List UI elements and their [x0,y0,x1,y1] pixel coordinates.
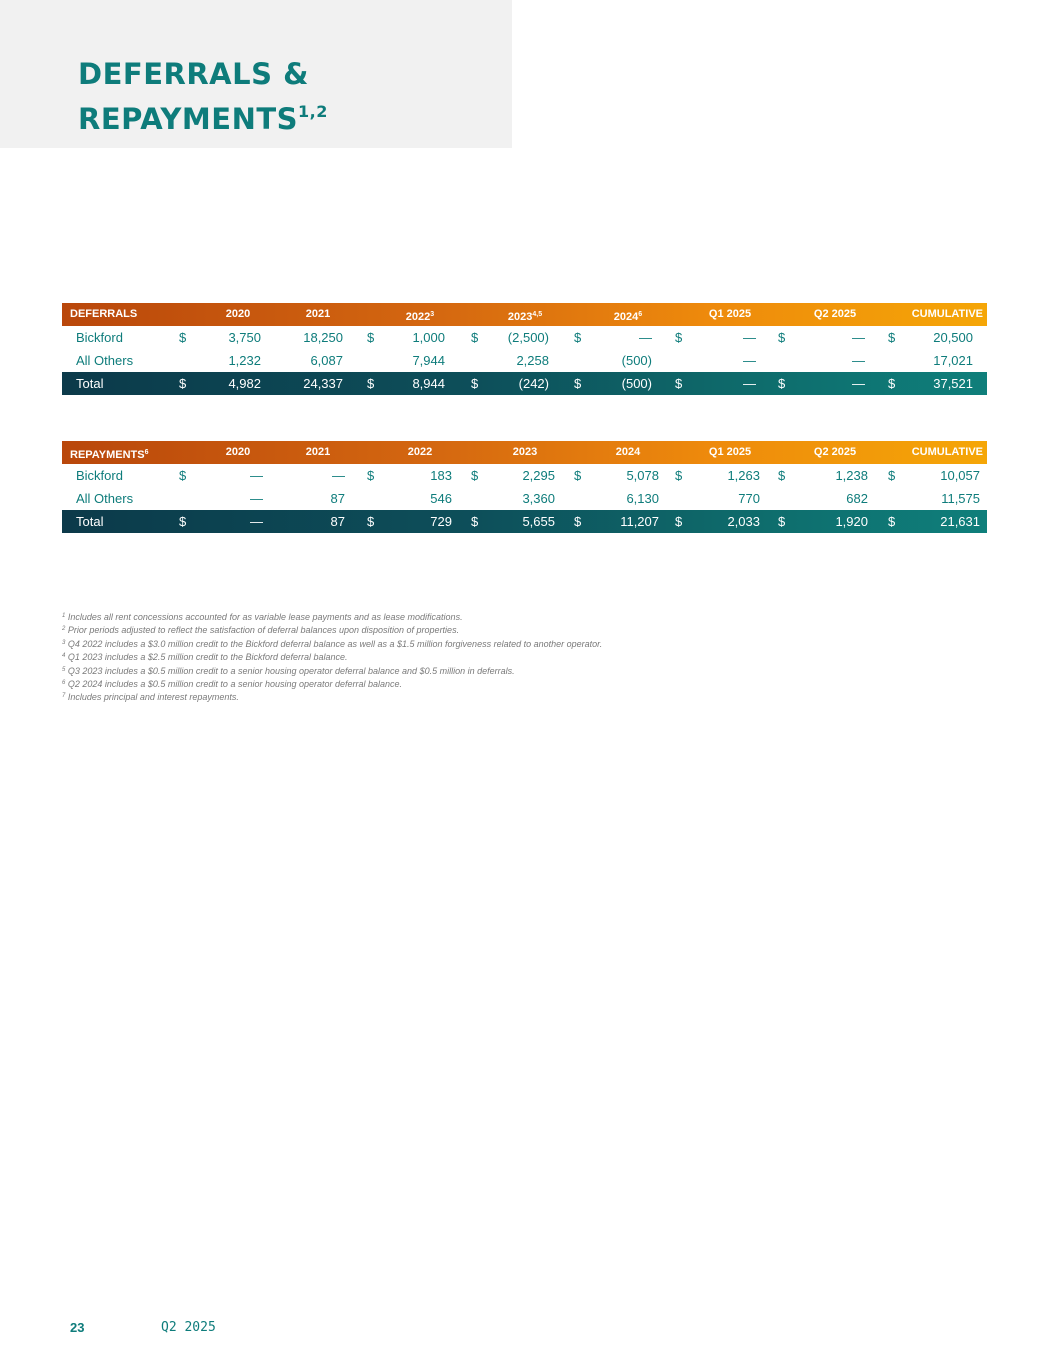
footnote [62,637,602,650]
column-header [709,441,751,464]
repayments-table [62,441,987,533]
table-cell-value: 7,944 [412,353,445,368]
header-label-text: DEFERRALS [70,308,138,320]
currency-symbol: $ [675,468,683,483]
column-header [912,303,983,326]
table-cell-value: 1,920 [835,514,868,529]
footnote-number: 6 [62,680,66,687]
footnotes [62,610,602,704]
title-line1: DEFERRALS & [78,57,309,91]
footnote [62,610,602,623]
currency-symbol: $ [471,468,479,483]
table-cell-value: 2,258 [516,353,549,368]
deferrals-header-label [70,303,137,326]
table-cell-value: 2,295 [522,468,555,483]
row-label: All Others [76,491,134,506]
column-header-text: Q1 2025 [708,446,752,458]
currency-symbol: $ [888,376,896,391]
column-header [912,441,983,464]
table-cell-value: (242) [518,376,549,391]
table-cell-value: — [332,468,345,483]
column-header-text: 2023 [512,446,538,458]
footnote-number: 1 [62,613,66,619]
table-cell-value: 3,750 [228,330,261,345]
table-cell-value: (500) [621,376,652,391]
currency-symbol: $ [574,376,582,391]
table-cell-value: 10,057 [940,468,980,483]
table-cell-value: 4,982 [228,376,261,391]
column-header-text: Q2 2025 [813,308,857,320]
table-cell-value: — [743,353,756,368]
column-header-text: 2021 [305,308,331,320]
total-row [62,510,987,533]
column-header [616,441,640,464]
table-cell-value: — [743,330,756,345]
column-header [814,441,856,464]
row-label: Total [76,376,104,391]
footnote-number: 7 [62,693,66,700]
column-header-text: CUMULATIVE [911,446,983,458]
footnote [62,690,602,703]
currency-symbol: $ [471,514,479,529]
column-header [814,303,856,326]
table-cell-value: 37,521 [933,376,973,391]
footnote [62,677,602,690]
currency-symbol: $ [574,330,582,345]
currency-symbol: $ [367,376,375,391]
title-block [0,0,512,148]
currency-symbol: $ [367,330,375,345]
table-cell-value: 546 [430,491,452,506]
table-cell-value: — [250,514,263,529]
currency-symbol: $ [675,330,683,345]
table-cell-value: 18,250 [303,330,343,345]
header-label-text: REPAYMENTS [70,449,145,461]
table-row [62,326,987,349]
column-header-text: 2023 [507,311,533,323]
column-header [709,303,751,326]
column-header-text: 2024 [615,446,641,458]
footer-period: Q2 2025 [161,1320,216,1335]
repayments-header-label [70,441,148,464]
table-row [62,487,987,510]
table-cell-value: 682 [846,491,868,506]
column-header-text: 2020 [225,308,251,320]
currency-symbol: $ [471,376,479,391]
table-cell-value: 87 [330,514,345,529]
column-header [406,303,434,326]
currency-symbol: $ [367,468,375,483]
footnote [62,664,602,677]
table-cell-value: 6,130 [626,491,659,506]
footnote-text: Q3 2023 includes a $0.5 million credit to a senior housing operator deferral balance and $0.5 million in deferrals. [65,665,515,676]
table-cell-value: 770 [738,491,760,506]
column-header-text: 2021 [305,446,331,458]
table-cell-value: 1,238 [835,468,868,483]
table-cell-value: — [639,330,652,345]
column-header [226,303,250,326]
currency-symbol: $ [574,514,582,529]
footnote-text: Includes all rent concessions accounted for as variable lease payments and as lease modifications. [65,612,463,622]
table-cell-value: 729 [430,514,452,529]
currency-symbol: $ [778,514,786,529]
table-cell-value: — [250,491,263,506]
table-cell-value: — [852,353,865,368]
deferrals-table [62,303,987,395]
table-cell-value: 5,655 [522,514,555,529]
currency-symbol: $ [179,514,187,529]
footnote-number: 2 [62,626,66,633]
currency-symbol: $ [888,514,896,529]
table-cell-value: — [743,376,756,391]
footnote-ref: 6 [638,311,643,318]
total-row [62,372,987,395]
table-cell-value: 11,207 [620,514,659,529]
column-header [226,441,250,464]
column-header [408,441,432,464]
footnote [62,650,602,663]
row-label: Bickford [76,330,123,345]
table-cell-value: (2,500) [507,330,549,345]
column-header-text: 2024 [613,311,639,323]
currency-symbol: $ [675,514,683,529]
footnote-text: Q4 2022 includes a $3.0 million credit to the Bickford deferral balance as well as a $1.5 million forgiveness related to another operator. [65,638,603,649]
footnote-number: 4 [62,653,66,660]
table-cell-value: 5,078 [626,468,659,483]
currency-symbol: $ [778,330,786,345]
column-header [306,303,330,326]
table-row [62,349,987,372]
footnote-number: 5 [62,666,66,673]
page-title [78,56,328,138]
table-cell-value: 1,263 [727,468,760,483]
footnote-text: Q1 2023 includes a $2.5 million credit to the Bickford deferral balance. [65,652,348,663]
currency-symbol: $ [179,330,187,345]
title-footnote-ref: 1,2 [298,102,328,121]
table-cell-value: 20,500 [933,330,973,345]
table-cell-value: 24,337 [303,376,343,391]
column-header-text: 2022 [407,446,433,458]
currency-symbol: $ [778,376,786,391]
page-number: 23 [70,1320,85,1335]
table-cell-value: (500) [621,353,652,368]
footnote [62,623,602,636]
table-cell-value: 3,360 [522,491,555,506]
table-cell-value: — [852,376,865,391]
table-cell-value: 8,944 [412,376,445,391]
footnote-text: Includes principal and interest repayments. [65,692,239,703]
footnote-number: 3 [62,639,66,646]
footnote-text: Q2 2024 includes a $0.5 million credit to a senior housing operator deferral balance. [65,679,403,690]
row-label: Bickford [76,468,123,483]
table-cell-value: 87 [330,491,345,506]
column-header [614,303,642,326]
currency-symbol: $ [179,468,187,483]
column-header-text: 2020 [225,446,251,458]
column-header [508,303,542,326]
column-header-text: 2022 [405,311,431,323]
currency-symbol: $ [888,330,896,345]
repayments-header-row [62,441,987,464]
table-cell-value: 1,232 [228,353,261,368]
table-cell-value: 17,021 [933,353,973,368]
currency-symbol: $ [574,468,582,483]
column-header-text: Q1 2025 [708,308,752,320]
table-cell-value: 21,631 [940,514,980,529]
row-label: Total [76,514,104,529]
table-cell-value: 11,575 [941,491,980,506]
column-header-text: Q2 2025 [813,446,857,458]
table-cell-value: 6,087 [310,353,343,368]
title-line2: REPAYMENTS [78,102,299,136]
column-header [306,441,330,464]
deferrals-header-row [62,303,987,326]
currency-symbol: $ [471,330,479,345]
currency-symbol: $ [179,376,187,391]
table-cell-value: — [250,468,263,483]
row-label: All Others [76,353,134,368]
column-header [513,441,537,464]
currency-symbol: $ [888,468,896,483]
footnote-ref: 4,5 [532,311,543,318]
footnote-text: Prior periods adjusted to reflect the satisfaction of deferral balances upon disposition of properties. [65,625,460,636]
currency-symbol: $ [675,376,683,391]
table-row [62,464,987,487]
table-cell-value: 1,000 [412,330,445,345]
table-cell-value: 2,033 [727,514,760,529]
table-cell-value: — [852,330,865,345]
table-cell-value: 183 [430,468,452,483]
footnote-ref: 6 [144,449,149,456]
footnote-ref: 3 [430,311,435,318]
currency-symbol: $ [367,514,375,529]
column-header-text: CUMULATIVE [911,308,983,320]
currency-symbol: $ [778,468,786,483]
